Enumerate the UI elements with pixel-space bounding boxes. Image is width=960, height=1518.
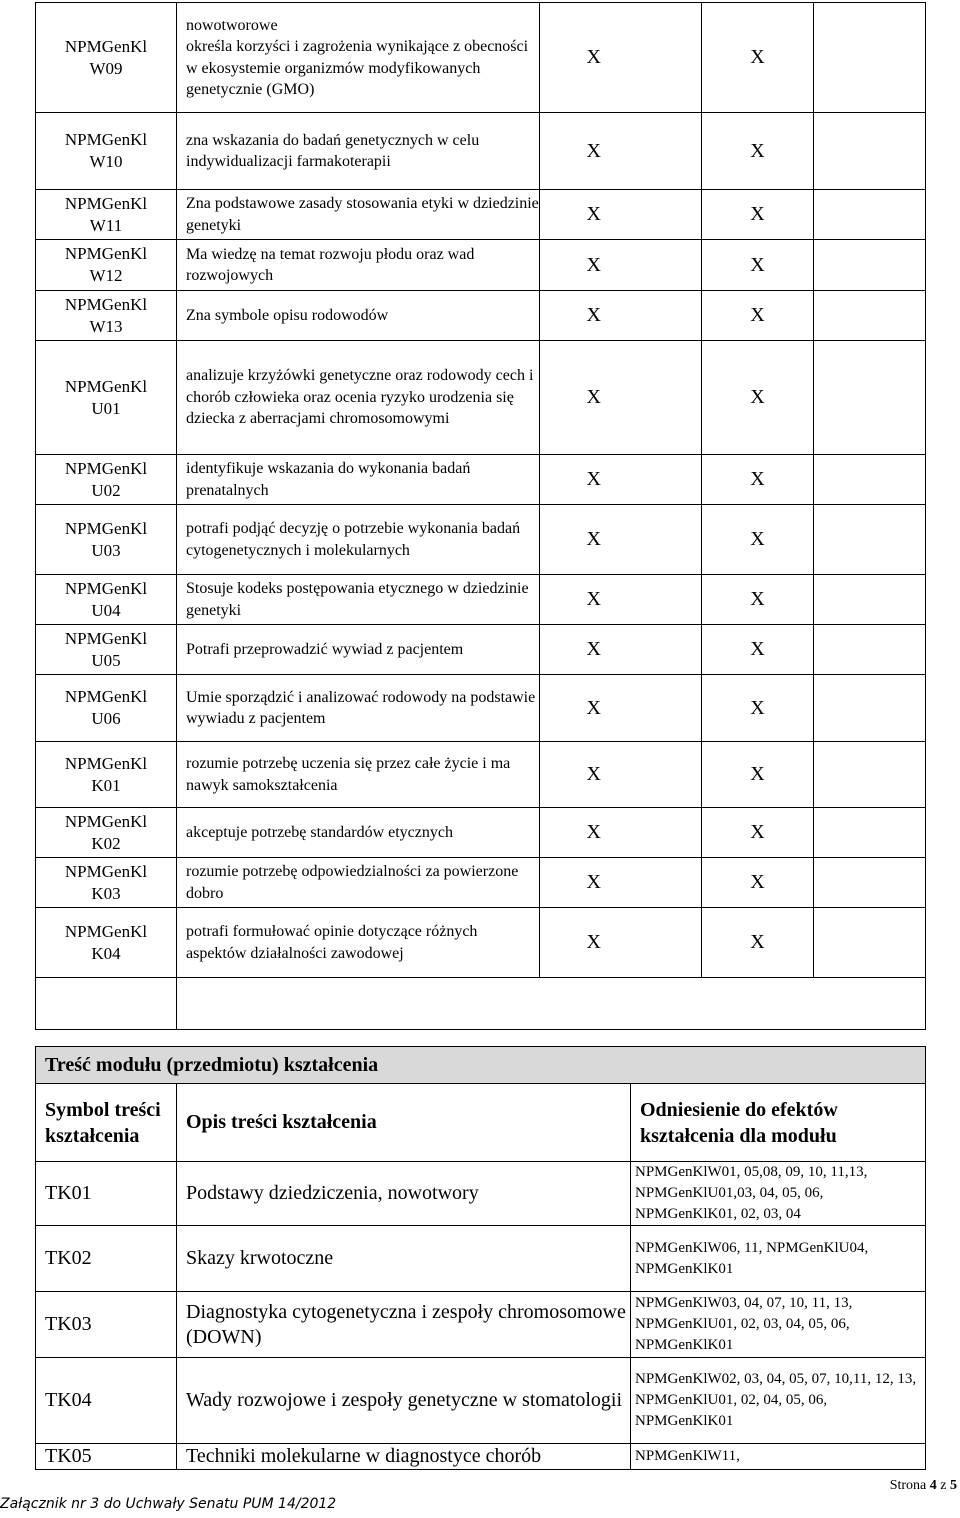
outcome-mark-2: X [702, 675, 814, 742]
content-reference: NPMGenKlW01, 05,08, 09, 10, 11,13, NPMGenKlU01,03, 04, 05, 06, NPMGenKlK01, 02, 03, 04 [631, 1162, 926, 1226]
outcome-mark-2: X [702, 505, 814, 575]
outcome-description: akceptuje potrzebę standardów etycznych [177, 808, 540, 858]
outcome-mark-1: X [540, 190, 648, 240]
outcome-spacer [648, 808, 702, 858]
outcome-row [36, 858, 926, 908]
content-symbol: TK04 [36, 1358, 177, 1444]
content-description: Techniki molekularne w diagnostyce chorób [177, 1444, 631, 1470]
outcome-description: Zna podstawowe zasady stosowania etyki w dziedzinie genetyki [177, 190, 540, 240]
outcome-code: NPMGenKl K04 [36, 908, 177, 978]
empty-cell [177, 978, 926, 1030]
outcome-description: Stosuje kodeks postępowania etycznego w dziedzinie genetyki [177, 575, 540, 625]
outcome-mark-2: X [702, 858, 814, 908]
outcome-description: potrafi formułować opinie dotyczące różnych aspektów działalności zawodowej [177, 908, 540, 978]
outcome-code: NPMGenKl K02 [36, 808, 177, 858]
outcome-empty-cell [814, 291, 926, 341]
outcome-mark-1: X [540, 625, 648, 675]
outcome-mark-1: X [540, 341, 648, 455]
outcome-code: NPMGenKl W13 [36, 291, 177, 341]
outcome-mark-1: X [540, 858, 648, 908]
content-reference: NPMGenKlW06, 11, NPMGenKlU04, NPMGenKlK01 [631, 1226, 926, 1292]
outcome-description: Potrafi przeprowadzić wywiad z pacjentem [177, 625, 540, 675]
outcome-row [36, 3, 926, 113]
outcome-mark-1: X [540, 113, 648, 190]
outcome-empty-cell [814, 675, 926, 742]
outcome-spacer [648, 675, 702, 742]
content-row [36, 1292, 926, 1358]
content-description: Podstawy dziedziczenia, nowotwory [177, 1162, 631, 1226]
col-symbol-header: Symbol treści kształcenia [36, 1084, 177, 1162]
outcome-spacer [648, 3, 702, 113]
outcome-row [36, 291, 926, 341]
outcome-row [36, 575, 926, 625]
content-table [35, 1046, 926, 1470]
outcome-code: NPMGenKl K03 [36, 858, 177, 908]
outcome-code: NPMGenKl U01 [36, 341, 177, 455]
outcome-description: Umie sporządzić i analizować rodowody na podstawie wywiadu z pacjentem [177, 675, 540, 742]
content-row [36, 1358, 926, 1444]
outcome-empty-cell [814, 113, 926, 190]
footer-text: Załącznik nr 3 do Uchwały Senatu PUM 14/2012 [0, 1496, 337, 1512]
outcome-mark-1: X [540, 505, 648, 575]
outcome-spacer [648, 240, 702, 291]
content-symbol: TK02 [36, 1226, 177, 1292]
outcome-description: Ma wiedzę na temat rozwoju płodu oraz wad rozwojowych [177, 240, 540, 291]
outcome-row [36, 240, 926, 291]
outcome-code: NPMGenKl U04 [36, 575, 177, 625]
outcome-mark-2: X [702, 190, 814, 240]
outcome-spacer [648, 858, 702, 908]
outcome-mark-2: X [702, 908, 814, 978]
content-row [36, 1162, 926, 1226]
page-number: Strona 4 z 5 [889, 1478, 957, 1493]
content-row [36, 1226, 926, 1292]
content-description: Diagnostyka cytogenetyczna i zespoły chromosomowe (DOWN) [177, 1292, 631, 1358]
outcome-mark-1: X [540, 808, 648, 858]
outcome-mark-2: X [702, 808, 814, 858]
outcome-empty-cell [814, 455, 926, 505]
content-reference: NPMGenKlW03, 04, 07, 10, 11, 13, NPMGenKlU01, 02, 03, 04, 05, 06, NPMGenKlK01 [631, 1292, 926, 1358]
outcome-code: NPMGenKl W10 [36, 113, 177, 190]
outcome-code: NPMGenKl U02 [36, 455, 177, 505]
outcome-code: NPMGenKl U06 [36, 675, 177, 742]
outcome-spacer [648, 505, 702, 575]
content-symbol: TK01 [36, 1162, 177, 1226]
outcome-code: NPMGenKl U03 [36, 505, 177, 575]
outcome-row [36, 908, 926, 978]
outcome-row [36, 190, 926, 240]
outcome-row [36, 455, 926, 505]
content-row [36, 1444, 926, 1470]
outcome-spacer [648, 291, 702, 341]
learning-outcomes-table [35, 2, 926, 1030]
outcome-description: Zna symbole opisu rodowodów [177, 291, 540, 341]
outcome-row [36, 341, 926, 455]
outcome-empty-cell [814, 3, 926, 113]
col-desc-header: Opis treści kształcenia [177, 1084, 631, 1162]
outcome-description: nowotworowe określa korzyści i zagrożenia wynikające z obecności w ekosystemie organizmów modyfikowanych genetycznie (GMO) [177, 3, 540, 113]
outcome-mark-1: X [540, 455, 648, 505]
col-ref-header: Odniesienie do efektów kształcenia dla modułu [631, 1084, 926, 1162]
outcome-empty-cell [814, 742, 926, 808]
empty-row [36, 978, 926, 1030]
outcome-empty-cell [814, 575, 926, 625]
outcome-row [36, 742, 926, 808]
outcome-code: NPMGenKl U05 [36, 625, 177, 675]
outcome-empty-cell [814, 190, 926, 240]
outcome-row [36, 675, 926, 742]
outcome-code: NPMGenKl W09 [36, 3, 177, 113]
outcome-mark-1: X [540, 240, 648, 291]
outcome-row [36, 808, 926, 858]
outcome-mark-2: X [702, 575, 814, 625]
outcome-spacer [648, 455, 702, 505]
outcome-description: identyfikuje wskazania do wykonania badań prenatalnych [177, 455, 540, 505]
outcome-empty-cell [814, 625, 926, 675]
content-reference: NPMGenKlW02, 03, 04, 05, 07, 10,11, 12, 13, NPMGenKlU01, 02, 04, 05, 06, NPMGenKlK01 [631, 1358, 926, 1444]
outcome-row [36, 625, 926, 675]
outcome-mark-2: X [702, 742, 814, 808]
outcome-row [36, 505, 926, 575]
outcome-spacer [648, 742, 702, 808]
outcome-mark-2: X [702, 625, 814, 675]
outcome-mark-1: X [540, 575, 648, 625]
content-description: Skazy krwotoczne [177, 1226, 631, 1292]
outcome-empty-cell [814, 240, 926, 291]
outcome-spacer [648, 341, 702, 455]
outcome-mark-2: X [702, 113, 814, 190]
outcome-empty-cell [814, 808, 926, 858]
content-description: Wady rozwojowe i zespoły genetyczne w stomatologii [177, 1358, 631, 1444]
content-symbol: TK05 [36, 1444, 177, 1470]
outcome-empty-cell [814, 505, 926, 575]
outcome-spacer [648, 575, 702, 625]
outcome-spacer [648, 190, 702, 240]
outcome-mark-1: X [540, 908, 648, 978]
outcome-mark-2: X [702, 455, 814, 505]
outcome-code: NPMGenKl W12 [36, 240, 177, 291]
outcome-description: potrafi podjąć decyzję o potrzebie wykonania badań cytogenetycznych i molekularnych [177, 505, 540, 575]
outcome-mark-2: X [702, 240, 814, 291]
outcome-code: NPMGenKl W11 [36, 190, 177, 240]
outcome-empty-cell [814, 858, 926, 908]
outcome-empty-cell [814, 341, 926, 455]
outcome-row [36, 113, 926, 190]
outcome-empty-cell [814, 908, 926, 978]
outcome-mark-2: X [702, 291, 814, 341]
outcome-mark-1: X [540, 675, 648, 742]
outcome-mark-2: X [702, 341, 814, 455]
outcome-description: rozumie potrzebę uczenia się przez całe życie i ma nawyk samokształcenia [177, 742, 540, 808]
empty-cell [36, 978, 177, 1030]
outcome-code: NPMGenKl K01 [36, 742, 177, 808]
outcome-mark-1: X [540, 3, 648, 113]
outcome-mark-1: X [540, 291, 648, 341]
outcome-mark-1: X [540, 742, 648, 808]
content-table-title: Treść modułu (przedmiotu) kształcenia [36, 1047, 926, 1084]
outcome-spacer [648, 908, 702, 978]
outcome-mark-2: X [702, 3, 814, 113]
outcome-description: analizuje krzyżówki genetyczne oraz rodowody cech i chorób człowieka oraz ocenia ryzyko urodzenia się dziecka z aberracjami chromosomowymi [177, 341, 540, 455]
outcome-spacer [648, 113, 702, 190]
content-reference: NPMGenKlW11, [631, 1444, 926, 1470]
outcome-description: zna wskazania do badań genetycznych w celu indywidualizacji farmakoterapii [177, 113, 540, 190]
outcome-spacer [648, 625, 702, 675]
content-symbol: TK03 [36, 1292, 177, 1358]
outcome-description: rozumie potrzebę odpowiedzialności za powierzone dobro [177, 858, 540, 908]
